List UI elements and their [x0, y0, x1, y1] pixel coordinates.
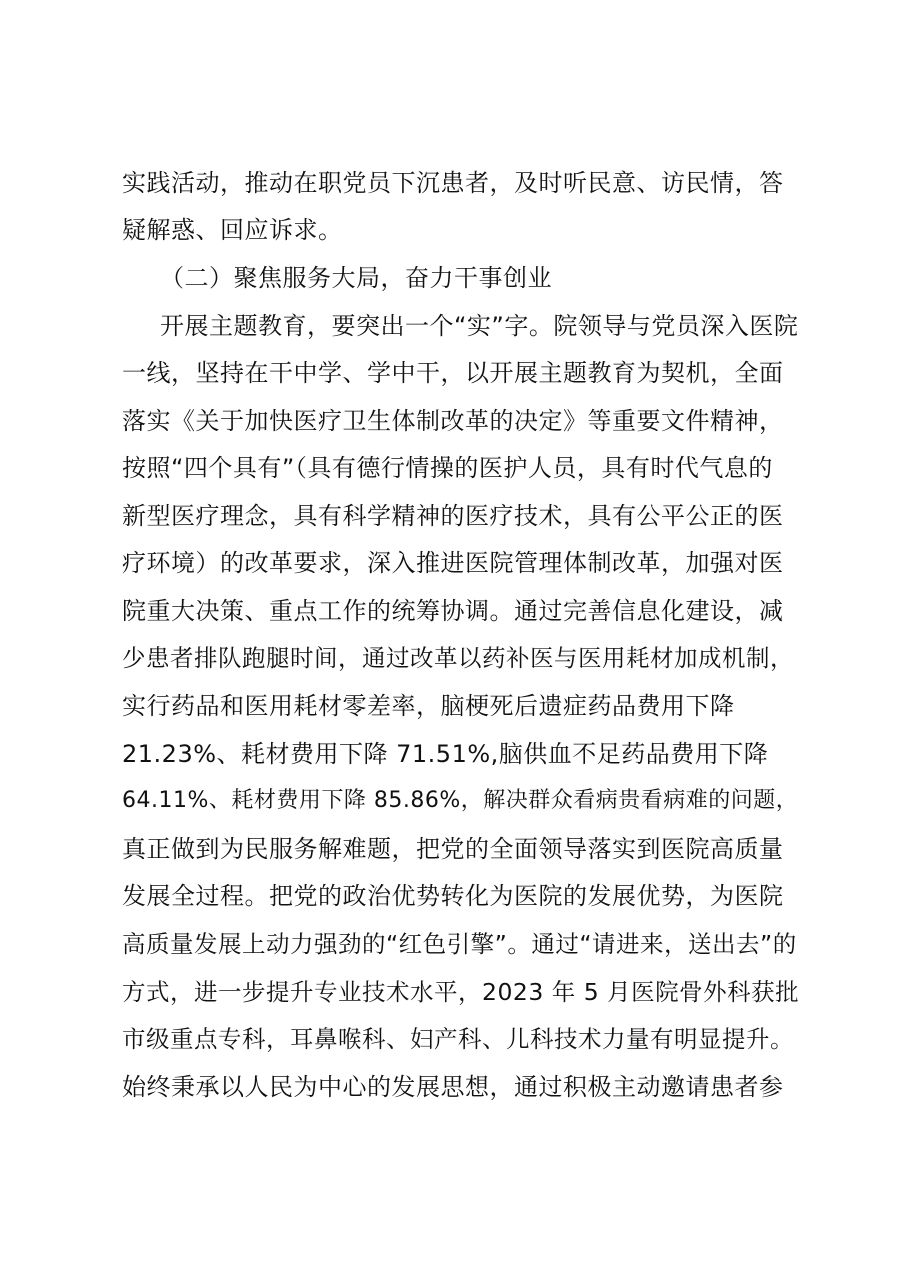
text-line: 一线，坚持在干中学、学中干，以开展主题教育为契机，全面	[122, 359, 784, 387]
text-line: 实行药品和医用耗材零差率，脑梗死后遗症药品费用下降	[122, 692, 735, 720]
text-line: 院重大决策、重点工作的统筹协调。通过完善信息化建设，减	[122, 597, 784, 625]
text-line: 实践活动，推动在职党员下沉患者，及时听民意、访民情，答	[122, 169, 784, 197]
text-line: 高质量发展上动力强劲的“红色引擎”。通过“请进来，送出去”的	[122, 930, 797, 958]
text-line: 21.23%、耗材费用下降 71.51%,脑供血不足药品费用下降	[122, 740, 769, 768]
text-line: 按照“四个具有”（具有德行情操的医护人员，具有时代气息的	[122, 454, 773, 482]
text-line: 疗环境）的改革要求，深入推进医院管理体制改革，加强对医	[122, 549, 784, 577]
text-line: 新型医疗理念，具有科学精神的医疗技术，具有公平公正的医	[122, 502, 784, 530]
text-line: 发展全过程。把党的政治优势转化为医院的发展优势，为医院	[122, 882, 784, 910]
text-line: 64.11%、耗材费用下降 85.86%，解决群众看病贵看病难的问题，	[122, 788, 799, 813]
text-line: 市级重点专科，耳鼻喉科、妇产科、儿科技术力量有明显提升。	[122, 1025, 794, 1053]
paragraph-first-line: 开展主题教育，要突出一个“实”字。院领导与党员深入医院	[160, 312, 799, 340]
text-line: 始终秉承以人民为中心的发展思想，通过积极主动邀请患者参	[122, 1073, 784, 1101]
section-heading: （二）聚焦服务大局，奋力干事创业	[160, 264, 552, 292]
text-line: 落实《关于加快医疗卫生体制改革的决定》等重要文件精神，	[122, 407, 784, 435]
text-line: 方式，进一步提升专业技术水平，2023 年 5 月医院骨外科获批	[122, 978, 800, 1006]
text-line: 疑解惑、回应诉求。	[122, 216, 343, 244]
text-line: 少患者排队跑腿时间，通过改革以药补医与医用耗材加成机制，	[122, 644, 794, 672]
text-line: 真正做到为民服务解难题，把党的全面领导落实到医院高质量	[122, 835, 784, 863]
